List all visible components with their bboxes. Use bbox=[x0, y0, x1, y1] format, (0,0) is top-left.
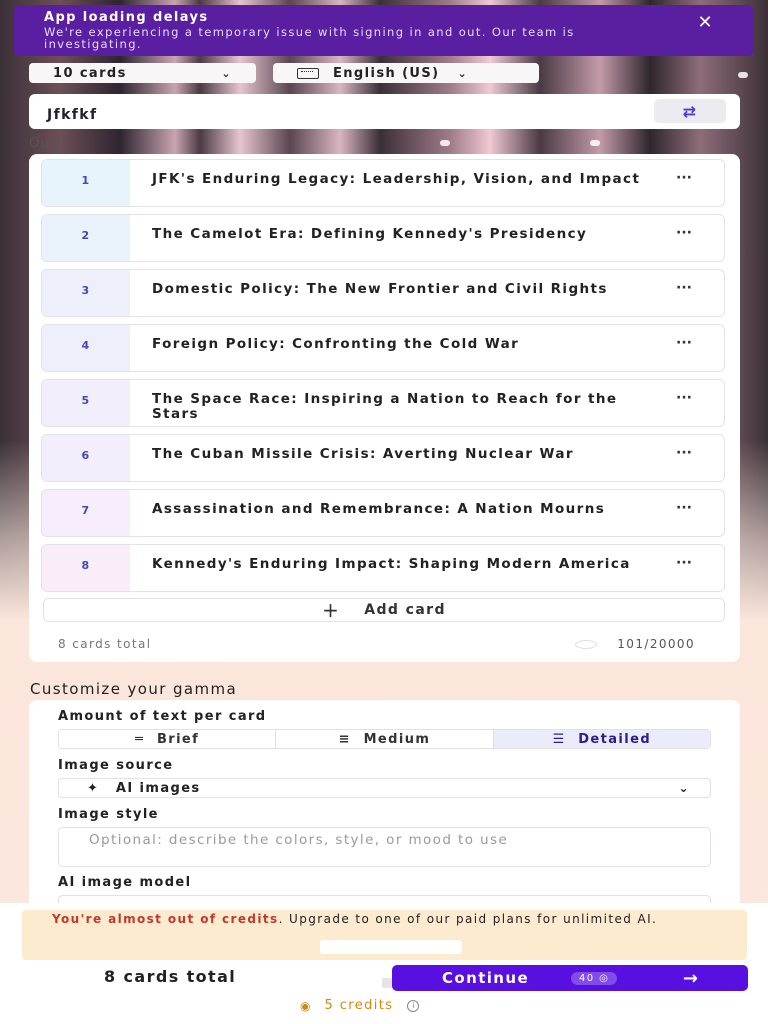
cards-count-value: 10 cards bbox=[53, 65, 127, 81]
image-style-input[interactable] bbox=[58, 827, 711, 867]
decorative-dot bbox=[440, 140, 450, 146]
add-card-label: Add card bbox=[364, 602, 446, 618]
credit-cost-badge: 40 ◎ bbox=[571, 972, 617, 985]
amount-option-label: Detailed bbox=[578, 731, 652, 747]
close-icon[interactable]: ✕ bbox=[697, 12, 714, 33]
credits-warning-text: . Upgrade to one of our paid plans for unlimited AI. bbox=[278, 912, 658, 926]
footer-cards-total: 8 cards total bbox=[104, 967, 237, 986]
shuffle-button[interactable] bbox=[654, 99, 726, 123]
row-title[interactable]: Domestic Policy: The New Frontier and Civil Rights bbox=[152, 281, 608, 297]
row-number: 1 bbox=[42, 160, 130, 206]
plus-icon: + bbox=[322, 598, 341, 622]
image-source-value: AI images bbox=[115, 780, 201, 796]
shuffle-icon: ⇄ bbox=[682, 101, 698, 121]
outline-row[interactable] bbox=[41, 269, 725, 317]
more-icon[interactable]: ··· bbox=[676, 280, 692, 296]
prompt-input[interactable] bbox=[29, 94, 740, 129]
medium-icon: ≡ bbox=[338, 731, 350, 747]
image-source-label: Image source bbox=[58, 758, 174, 773]
image-style-label: Image style bbox=[58, 807, 159, 822]
amount-segmented-control bbox=[58, 729, 711, 749]
add-card-button[interactable] bbox=[43, 598, 725, 622]
amount-label: Amount of text per card bbox=[58, 709, 267, 724]
outline-row[interactable] bbox=[41, 489, 725, 537]
banner-text: We're experiencing a temporary issue with signing in and out. Our team is investigating. bbox=[44, 25, 575, 51]
amount-option-label: Brief bbox=[156, 731, 200, 747]
outline-row[interactable] bbox=[41, 324, 725, 372]
outline-panel bbox=[29, 154, 740, 662]
credits-warning-strong: You're almost out of credits bbox=[52, 912, 279, 926]
amount-option-medium[interactable] bbox=[276, 730, 493, 748]
keyboard-icon bbox=[297, 68, 319, 79]
more-icon[interactable]: ··· bbox=[676, 390, 692, 406]
row-title[interactable]: Foreign Policy: Confronting the Cold War bbox=[152, 336, 520, 352]
chevron-down-icon: ⌄ bbox=[221, 66, 232, 80]
detailed-icon: ☰ bbox=[552, 731, 565, 747]
more-icon[interactable]: ··· bbox=[676, 555, 692, 571]
row-number: 6 bbox=[42, 435, 130, 481]
sparkle-icon: ✦ bbox=[87, 780, 98, 796]
credit-cost-value: 40 bbox=[579, 972, 595, 984]
row-number: 2 bbox=[42, 215, 130, 261]
outline-row[interactable] bbox=[41, 544, 725, 592]
chevron-down-icon: ⌄ bbox=[457, 66, 469, 80]
customize-panel bbox=[29, 700, 740, 910]
continue-label: Continue bbox=[442, 969, 530, 987]
arrow-right-icon: → bbox=[682, 967, 698, 989]
more-icon[interactable]: ··· bbox=[676, 225, 692, 241]
amount-option-brief[interactable] bbox=[59, 730, 276, 748]
upgrade-button[interactable] bbox=[320, 940, 462, 954]
chevron-down-icon: ⌄ bbox=[678, 781, 690, 795]
outline-row[interactable] bbox=[41, 434, 725, 482]
alert-banner bbox=[14, 5, 754, 56]
row-title[interactable]: The Camelot Era: Defining Kennedy's Presidency bbox=[152, 226, 588, 242]
amount-option-detailed[interactable] bbox=[494, 730, 710, 748]
row-number: 7 bbox=[42, 490, 130, 536]
credits-value: 5 credits bbox=[324, 998, 394, 1013]
row-number: 5 bbox=[42, 380, 130, 426]
ai-model-label: AI image model bbox=[58, 875, 192, 890]
decorative-dot bbox=[738, 72, 748, 78]
row-title[interactable]: JFK's Enduring Legacy: Leadership, Vision, and Impact bbox=[152, 171, 641, 187]
customize-title: Customize your gamma bbox=[30, 680, 238, 698]
outline-row[interactable] bbox=[41, 379, 725, 427]
continue-button[interactable] bbox=[392, 965, 748, 991]
image-source-select[interactable] bbox=[58, 778, 711, 798]
brief-icon: ═ bbox=[135, 731, 143, 747]
row-number: 3 bbox=[42, 270, 130, 316]
character-counter bbox=[575, 637, 695, 651]
amount-option-label: Medium bbox=[363, 731, 431, 747]
row-title[interactable]: The Cuban Missile Crisis: Averting Nuclear War bbox=[152, 446, 574, 462]
footer-divider bbox=[382, 978, 392, 988]
outline-row[interactable] bbox=[41, 214, 725, 262]
more-icon[interactable]: ··· bbox=[676, 335, 692, 351]
row-title[interactable]: Assassination and Remembrance: A Nation Mourns bbox=[152, 501, 606, 517]
progress-ring-icon bbox=[575, 640, 597, 649]
image-style-placeholder: Optional: describe the colors, style, or mood to use bbox=[89, 832, 509, 848]
outline-label: Outli bbox=[29, 136, 67, 151]
outline-row[interactable] bbox=[41, 159, 725, 207]
language-select[interactable] bbox=[273, 63, 539, 83]
more-icon[interactable]: ··· bbox=[676, 445, 692, 461]
row-title[interactable]: Kennedy's Enduring Impact: Shaping Modern America bbox=[152, 556, 631, 572]
counter-value: 101/20000 bbox=[617, 637, 695, 651]
prompt-value: Jfkfkf bbox=[47, 107, 98, 123]
more-icon[interactable]: ··· bbox=[676, 500, 692, 516]
decorative-dot bbox=[590, 140, 600, 146]
cards-count-select[interactable] bbox=[29, 63, 256, 83]
cards-total: 8 cards total bbox=[58, 637, 152, 651]
row-number: 4 bbox=[42, 325, 130, 371]
row-number: 8 bbox=[42, 545, 130, 591]
language-value: English (US) bbox=[333, 65, 440, 81]
more-icon[interactable]: ··· bbox=[676, 170, 692, 186]
banner-title: App loading delays bbox=[44, 10, 209, 25]
coins-icon: ◉ bbox=[300, 998, 311, 1013]
info-icon[interactable]: i bbox=[407, 1000, 419, 1012]
row-title[interactable]: The Space Race: Inspiring a Nation to Reach for the Stars bbox=[152, 391, 618, 422]
credits-remaining[interactable] bbox=[300, 998, 419, 1013]
